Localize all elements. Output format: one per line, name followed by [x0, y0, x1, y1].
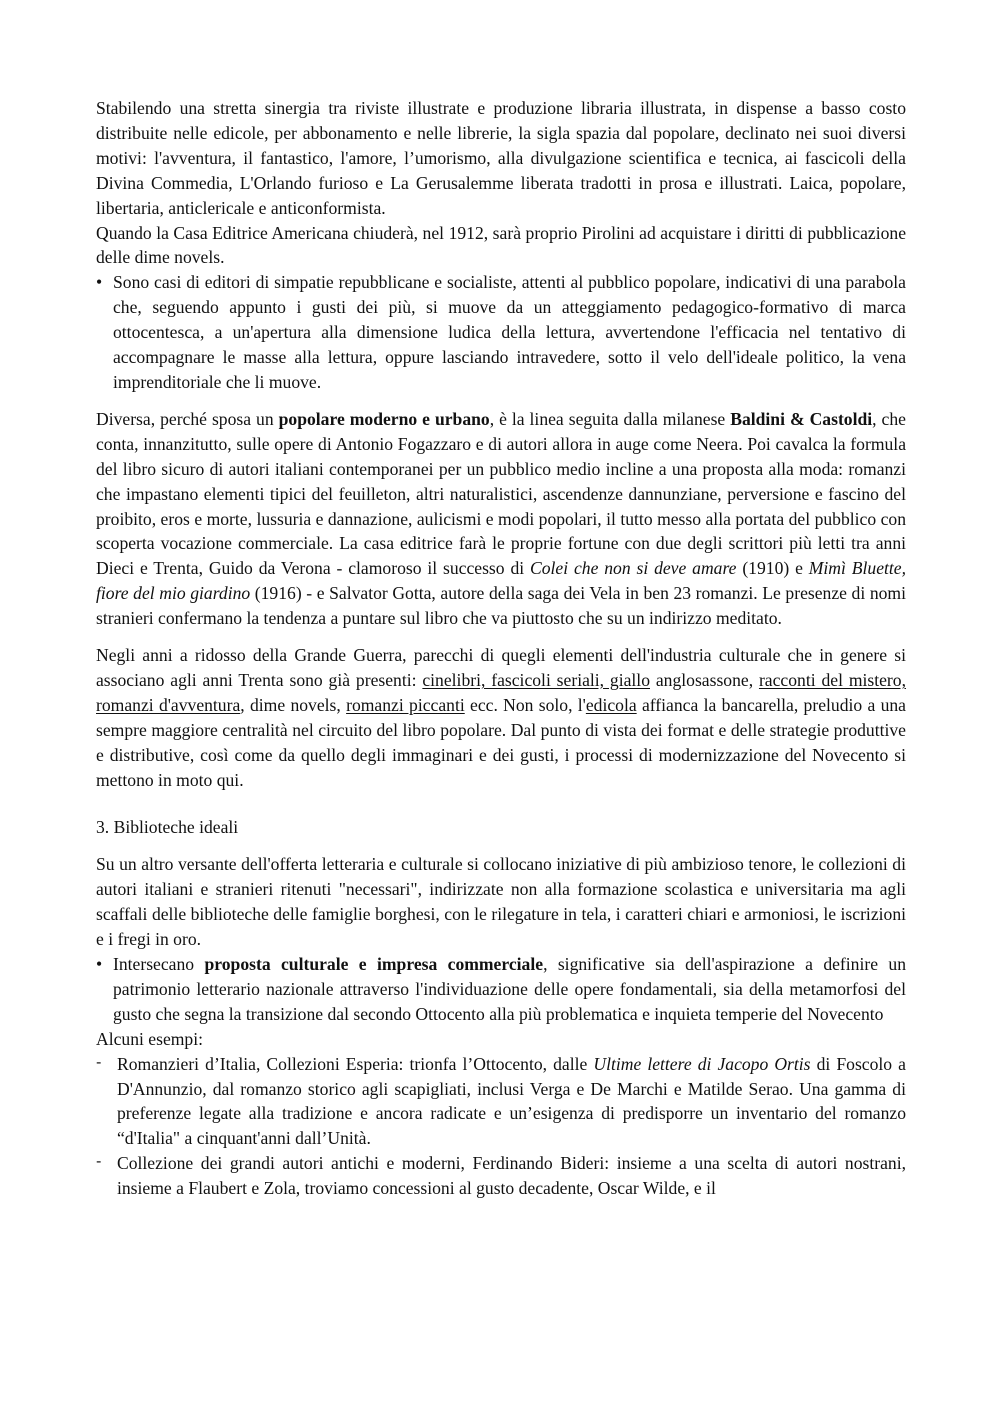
underlined-run: romanzi piccanti [346, 694, 465, 715]
dash-item-romanzieri [96, 1052, 906, 1152]
examples-label: Alcuni esempi: [96, 1028, 204, 1049]
text-run: affianca la bancarella, preludio a una sempre maggiore centralità nel circuito del libro popolare. Dal punto di vista dei format e delle strategie produttive e distributive, così come da quello degli immaginari e dei gusti, i processi di modernizzazione del Novecento si mettono in moto qui. [96, 694, 906, 790]
text-run: Negli anni a ridosso della Grande Guerra, parecchi di quegli elementi dell'industria culturale che in genere si associano agli anni Trenta sono già presenti: [96, 645, 906, 690]
text-run: anglosassone, [650, 669, 759, 690]
text-run: Collezione dei grandi autori antichi e moderni, Ferdinando Bideri: insieme a una scelta di autori nostrani, insieme a Flaubert e Zola, troviamo concessioni al gusto decadente, Oscar Wilde, e il [117, 1153, 906, 1199]
paragraph-collezioni: Su un altro versante dell'offerta letteraria e culturale si collocano iniziative di più ambizioso tenore, le collezioni di autori italiani e stranieri ritenuti "necessari", indirizzate non alla formazione scolastica e universitaria ma agli scaffali delle biblioteche delle famiglie borghesi, con le rilegature in tela, i caratteri chiari e armoniosi, le iscrizioni e i fregi in oro. [96, 854, 906, 950]
underlined-run: cinelibri, fascicoli seriali, giallo [422, 669, 650, 690]
dash-mark: - [96, 1052, 102, 1071]
text-run: Romanzieri d’Italia, Collezioni Esperia: trionfa l’Ottocento, dalle [117, 1053, 594, 1074]
paragraph-casa-editrice-americana: Quando la Casa Editrice Americana chiuderà, nel 1912, sarà proprio Pirolini ad acquistare i diritti di pubblicazione delle dime novels. [96, 222, 906, 268]
italic-title: Colei che non si deve amare [529, 558, 737, 579]
text-run: di Foscolo a D'Annunzio, dal romanzo storico agli scapigliati, inclusi Verga e De Marchi e Matilde Serao. Una gamma di preferenze legate alla tradizione e ancora radicate e un’esigenza di predisporre un inventario del romanzo “d'Italia" a cinquant'anni dall’Unità. [117, 1053, 906, 1149]
bold-run: Baldini & Castoldi [730, 408, 873, 429]
text-run: ecc. Non solo, l' [464, 694, 586, 715]
text-run: , che conta, innanzitutto, sulle opere di Antonio Fogazzaro e di autori allora in auge come Neera. Poi cavalca la formula del libro sicuro di autori italiani contemporanei per un pubblico medio incline a una proposta alla moda: romanzi che impastano elementi tipici del feuilleton, altri naturalistici, ascendenze dannunziane, perversione e fascino del proibito, eros e morte, lussuria e dannazione, aulicismi e modi popolari, il tutto messo alla portata del pubblico con scoperta vocazione commerciale. La casa editrice farà le proprie fortune con due degli scrittori più letti tra anni Dieci e Trenta, Guido da Verona - clamoroso il successo di [96, 408, 906, 579]
text-run: , significative sia dell'aspirazione a definire un patrimonio letterario nazionale attraverso l'individuazione delle opere fondamentali, sia della metamorfosi del gusto che segna la transizione dal secondo Ottocento alla più problematica e inquieta temperie del Novecento [113, 954, 906, 1024]
bullet-text: Sono casi di editori di simpatie repubblicane e socialiste, attenti al pubblico popolare, indicativi di una parabola che, seguendo appunto i gusti dei più, si muove da un atteggiamento pedagogico-formativo di marca ottocentesca, a un'apertura alla dimensione ludica della lettura, avvertendone l'efficacia nel tentativo di accompagnare le masse alla lettura, oppure lasciando intravedere, sotto il velo dell'ideale politico, la vena imprenditoriale che li muove. [113, 272, 906, 392]
italic-title: Mimì Bluette, fiore del mio giardino [96, 558, 906, 604]
paragraph-grande-guerra [96, 643, 906, 792]
underlined-run: racconti del mistero, romanzi d'avventura [96, 669, 906, 715]
paragraph-sigla: Stabilendo una stretta sinergia tra riviste illustrate e produzione libraria illustrata, in dispense a basso costo distribuite nelle edicole, per abbonamento e nelle librerie, la sigla spazia dal popolare, declinato nei suoi diversi motivi: l'avventura, il fantastico, l'amore, l’umorismo, alla divulgazione scientifica e tecnica, ai fascicoli della Divina Commedia, L'Orlando furioso e La Gerusalemme liberata tradotti in prosa e illustrati. Laica, popolare, libertaria, anticlericale e anticonformista. [96, 98, 906, 218]
text-run: (1916) - e Salvator Gotta, autore della saga dei Vela in ben 23 romanzi. Le presenze di nomi stranieri confermano la tendenza a puntare sul libro che va piuttosto che su un indirizzo meditato. [96, 583, 906, 629]
bullet-editori-repubblicani [96, 270, 906, 395]
text-run: Diversa, perché sposa un [96, 408, 279, 429]
document-page [96, 96, 906, 1201]
text-run: Intersecano [113, 954, 205, 974]
bullet-mark: • [96, 954, 103, 974]
bullet-mark: • [96, 272, 103, 293]
text-run: (1910) e [736, 558, 809, 579]
paragraph-baldini-castoldi [96, 407, 906, 631]
dash-mark: - [96, 1152, 102, 1171]
bold-run: popolare moderno e urbano [278, 408, 490, 429]
section-heading: 3. Biblioteche ideali [96, 817, 239, 838]
underlined-run: edicola [585, 694, 637, 715]
bullet-intersecano [96, 952, 906, 1027]
text-run: , è la linea seguita dalla milanese [489, 408, 731, 429]
text-run: , dime novels, [240, 694, 347, 715]
dash-item-bideri [96, 1151, 906, 1201]
bold-run: proposta culturale e impresa commerciale [204, 954, 544, 974]
italic-title: Ultime lettere di Jacopo Ortis [593, 1053, 811, 1074]
